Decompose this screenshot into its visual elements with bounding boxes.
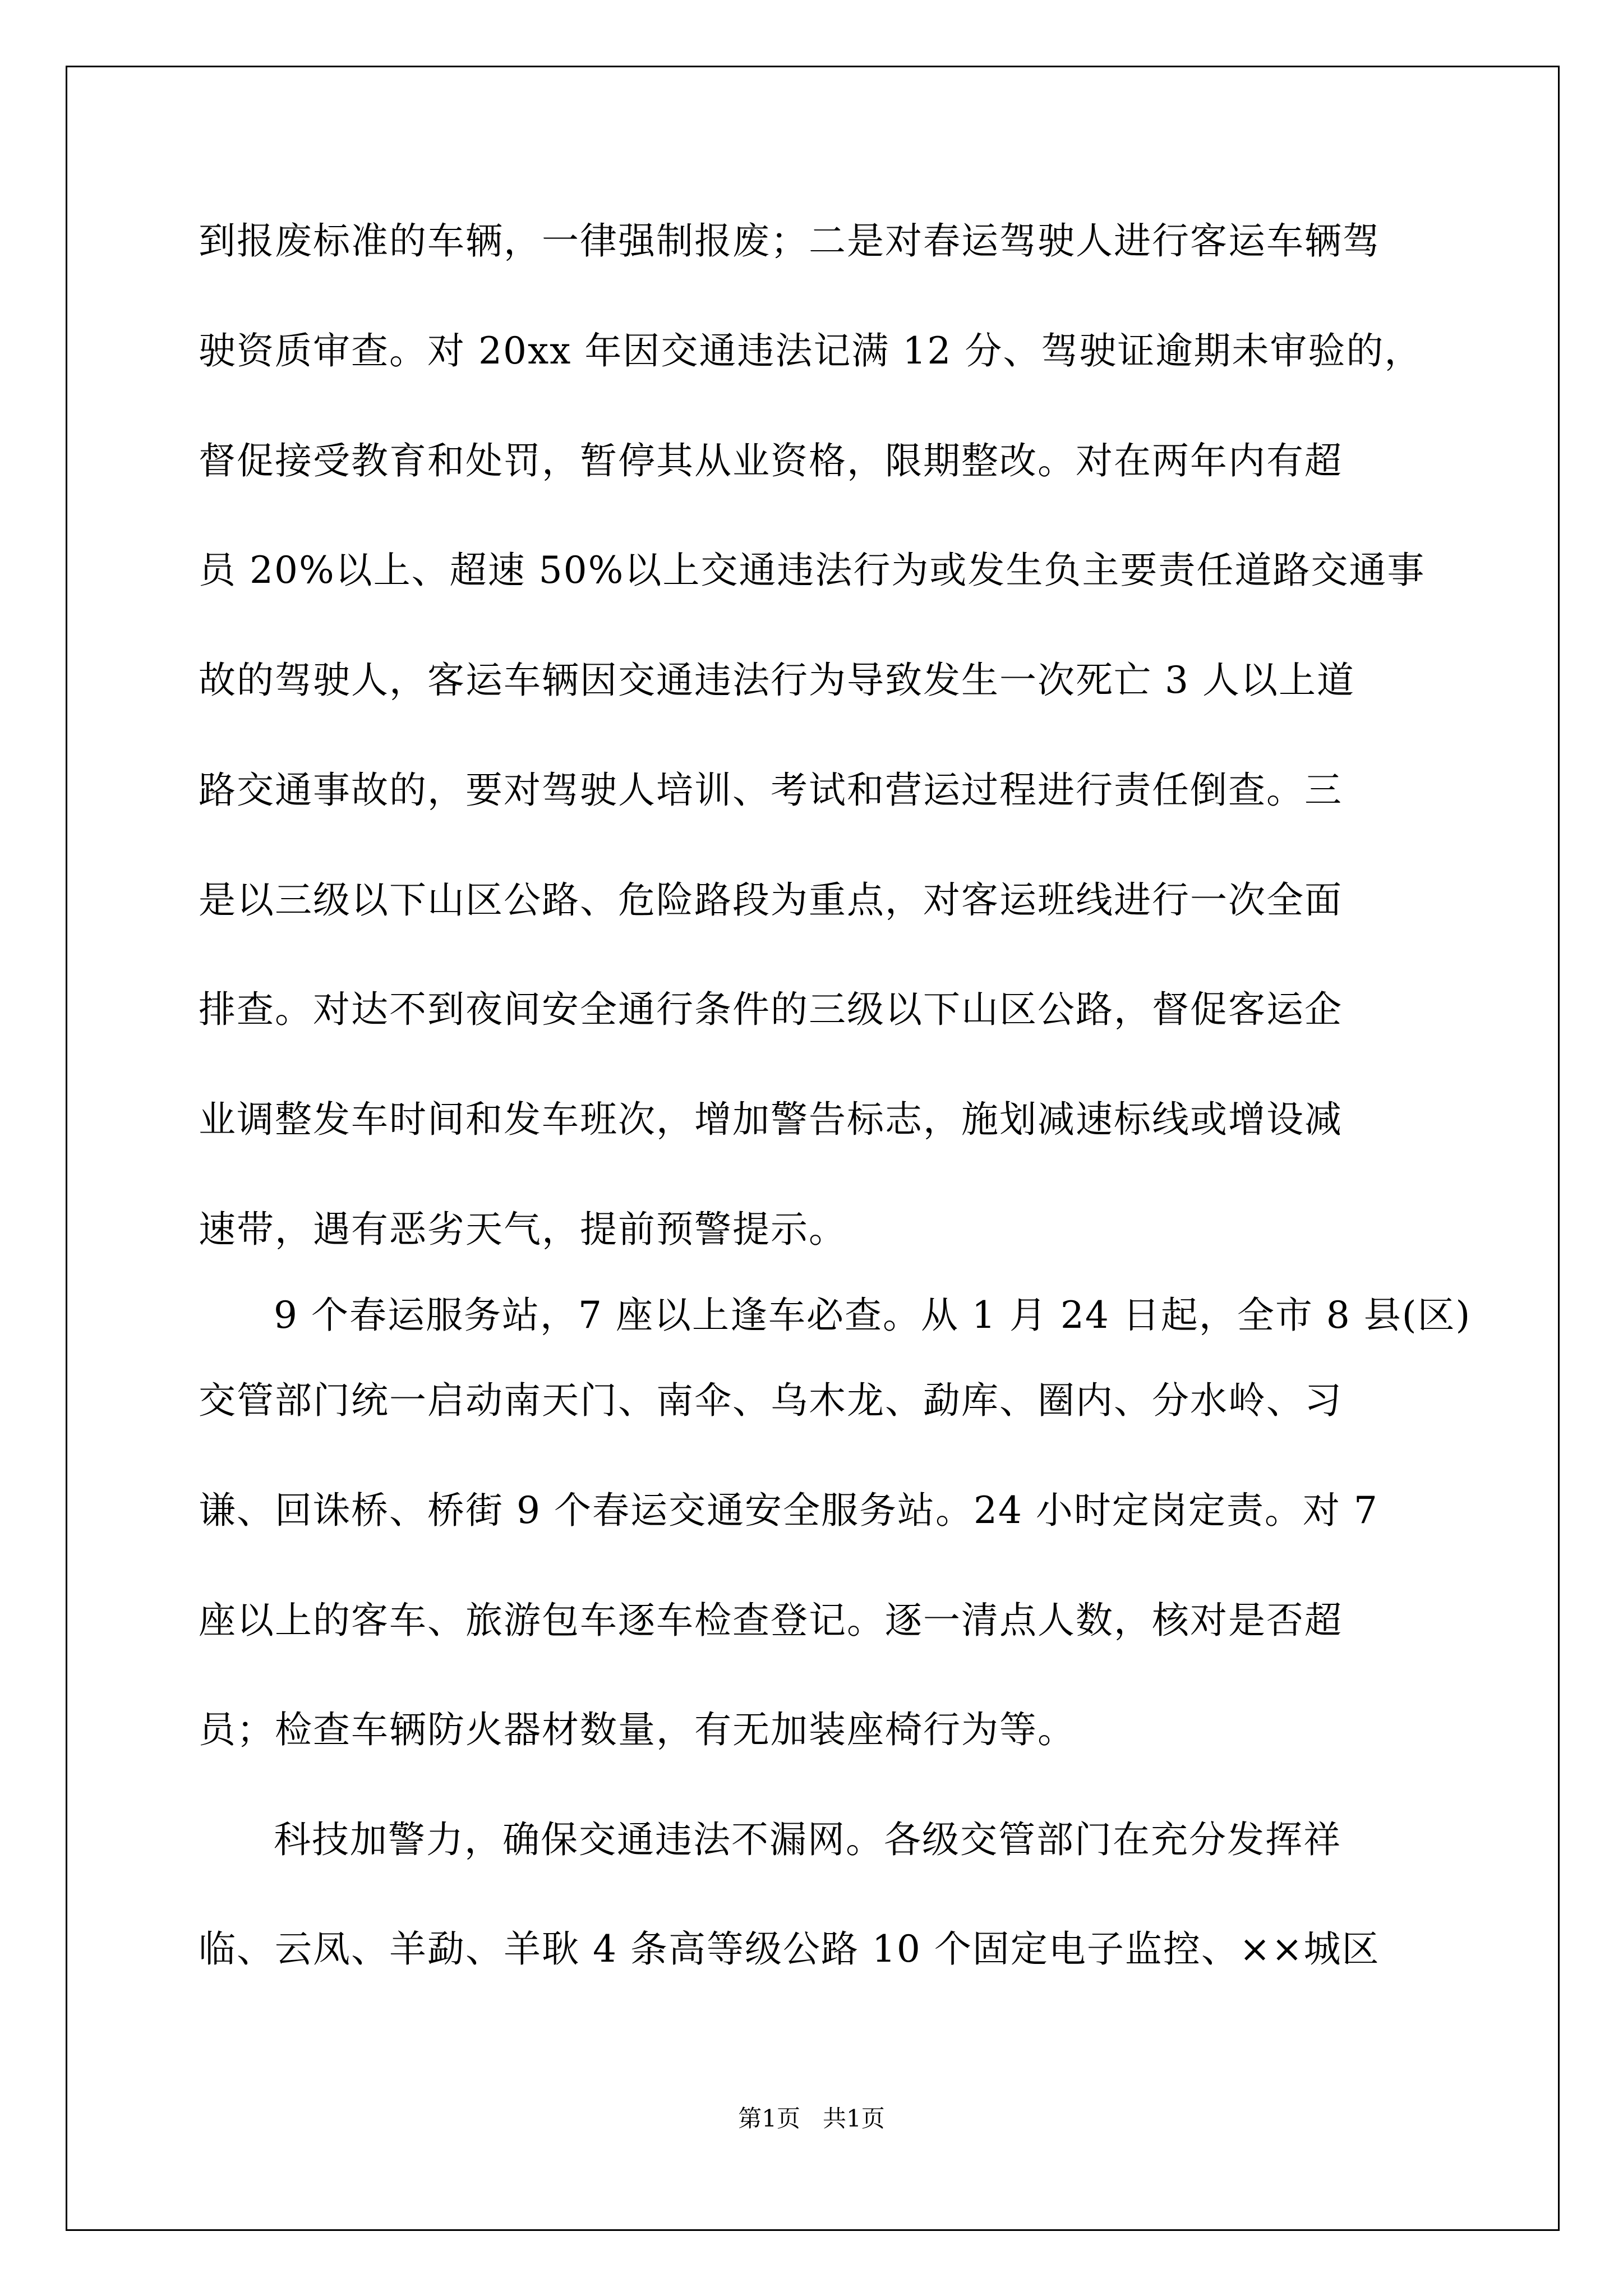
- page-border: [66, 66, 1560, 2231]
- text-line: 驶资质审查。对 20xx 年因交通违法记满 12 分、驾驶证逾期未审验的，: [199, 329, 1423, 372]
- text-line: 临、云凤、羊勐、羊耿 4 条高等级公路 10 个固定电子监控、××城区: [199, 1927, 1380, 1971]
- text-line: 员；检查车辆防火器材数量，有无加装座椅行为等。: [199, 1708, 1076, 1751]
- paragraph-start-line: 9 个春运服务站，7 座以上逢车必查。从 1 月 24 日起，全市 8 县(区): [274, 1294, 1472, 1337]
- text-line: 速带，遇有恶劣天气，提前预警提示。: [199, 1208, 847, 1251]
- page-footer: 第1页 共1页: [738, 2105, 885, 2132]
- text-line: 员 20%以上、超速 50%以上交通违法行为或发生负主要责任道路交通事: [199, 549, 1426, 592]
- text-line: 座以上的客车、旅游包车逐车检查登记。逐一清点人数，核对是否超: [199, 1599, 1343, 1642]
- text-line: 督促接受教育和处罚，暂停其从业资格，限期整改。对在两年内有超: [199, 439, 1343, 482]
- paragraph-start-line: 科技加警力，确保交通违法不漏网。各级交管部门在充分发挥祥: [274, 1818, 1341, 1861]
- text-line: 排查。对达不到夜间安全通行条件的三级以下山区公路，督促客运企: [199, 988, 1343, 1031]
- text-line: 谦、回诛桥、桥街 9 个春运交通安全服务站。24 小时定岗定责。对 7: [199, 1489, 1378, 1532]
- text-line: 交管部门统一启动南天门、南伞、乌木龙、勐库、圈内、分水岭、习: [199, 1379, 1343, 1422]
- text-line: 到报废标准的车辆，一律强制报废；二是对春运驾驶人进行客运车辆驾: [199, 219, 1381, 263]
- text-line: 业调整发车时间和发车班次，增加警告标志，施划减速标线或增设减: [199, 1098, 1343, 1141]
- text-line: 故的驾驶人，客运车辆因交通违法行为导致发生一次死亡 3 人以上道: [199, 659, 1355, 702]
- text-line: 是以三级以下山区公路、危险路段为重点，对客运班线进行一次全面: [199, 878, 1343, 922]
- text-line: 路交通事故的，要对驾驶人培训、考试和营运过程进行责任倒查。三: [199, 769, 1343, 812]
